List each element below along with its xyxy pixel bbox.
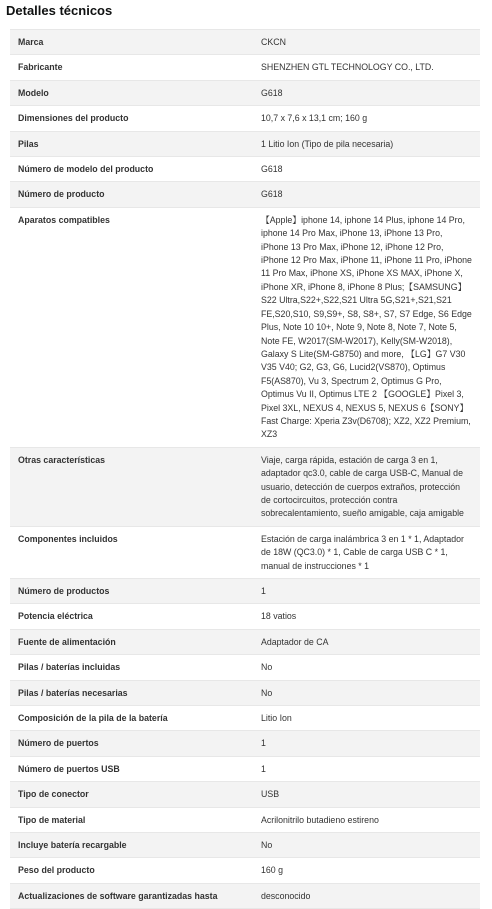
- spec-value: 18 vatios: [261, 611, 297, 622]
- spec-row: [10, 756, 480, 781]
- spec-label: Potencia eléctrica: [18, 611, 93, 622]
- spec-label: Pilas: [18, 138, 39, 149]
- spec-value: 1 Litio Ion (Tipo de pila necesaria): [261, 138, 394, 149]
- spec-label: Otras características: [18, 454, 106, 465]
- spec-label: Pilas / baterías incluidas: [18, 662, 121, 673]
- spec-row: [10, 655, 480, 680]
- spec-value: 1: [261, 586, 266, 596]
- spec-row: [10, 807, 480, 832]
- spec-label: Actualizaciones de software garantizadas hasta: [18, 890, 218, 901]
- spec-label: Fuente de alimentación: [18, 636, 116, 647]
- spec-value: 【Apple】iphone 14, iphone 14 Plus, iphone 14 Pro, iphone 14 Pro Max, iPhone 13, iPhone 13 Pro, iPhone 13 Pro Max, iPhone 12, iPhone 12 Pro, iPhone 12 Pro Max, iPhone 11, iPhone 11 Pro, iPhone 11 Pro Max, iPhone XS, iPhone XS MAX, iPhone X, iPhone XR, iPhone 8, iPhone 8 Plus;【SAMSUNG】S22 Ultra,S22+,S22,S21 Ultra 5G,S21+,S21,S21 FE,S20,S10, S9,S9+, S8, S8+, S7, S7 Edge, S6 Edge Plus, Note 10 10+, Note 9, Note 8, Note 7, Note 5, Note FE, W2017(SM-W2017), Kelly(SM-W2018), Galaxy S Lite(SM-G8750) and more, 【LG】G7 V30 V35 V40; G2, G3, G6, Lucid2(VS870), Optimus F5(AS870), Vu 3, Spectrum 2, Optimus G Pro, Optimus Vu II, Optimus LTE 2 【GOOGLE】Pixel 3, Pixel 3XL, NEXUS 4, NEXUS 5, NEXUS 6【SONY】Fast Charge: Xperia Z3v(D6708); XZ2, XZ2 Premium, XZ3: [261, 214, 472, 440]
- spec-row: [10, 629, 480, 654]
- spec-row: [10, 731, 480, 756]
- spec-row: [10, 30, 480, 55]
- spec-row: [10, 207, 480, 447]
- spec-row: [10, 157, 480, 182]
- spec-label: Tipo de material: [18, 814, 86, 825]
- spec-value: No: [261, 662, 273, 673]
- spec-label: Modelo: [18, 87, 49, 98]
- spec-label: Componentes incluidos: [18, 533, 118, 544]
- spec-value: Litio Ion: [261, 713, 292, 724]
- spec-row: [10, 883, 480, 908]
- spec-label: Número de puertos: [18, 738, 99, 749]
- spec-label: Número de puertos USB: [18, 763, 120, 774]
- spec-value: G618: [261, 87, 283, 98]
- spec-row: [10, 526, 480, 578]
- spec-value: USB: [261, 789, 280, 800]
- spec-value: G618: [261, 164, 283, 175]
- spec-row: [10, 833, 480, 858]
- spec-row: [10, 782, 480, 807]
- spec-row: [10, 680, 480, 705]
- spec-row: [10, 604, 480, 629]
- spec-label: Peso del producto: [18, 865, 95, 876]
- spec-row: [10, 80, 480, 105]
- spec-label: Incluye batería recargable: [18, 840, 127, 851]
- specs-table-body: [10, 30, 480, 909]
- spec-row: [10, 858, 480, 883]
- spec-row: [10, 706, 480, 731]
- section-title: Detalles técnicos: [6, 3, 113, 18]
- spec-row: [10, 579, 480, 604]
- spec-value: desconocido: [261, 890, 311, 901]
- spec-row: [10, 447, 480, 526]
- spec-label: Pilas / baterías necesarias: [18, 687, 128, 698]
- spec-value: Viaje, carga rápida, estación de carga 3 en 1, adaptador qc3.0, cable de carga USB-C, Manual de usuario, detección de cuerpos extraños, protección de cortocircuitos, protección contra sobrecalentamiento, sueño amigable, caja amigable: [261, 454, 464, 519]
- spec-value: Adaptador de CA: [261, 636, 329, 647]
- spec-label: Aparatos compatibles: [18, 214, 110, 225]
- spec-value: No: [261, 840, 273, 851]
- spec-value: 1: [261, 738, 266, 749]
- spec-value: Estación de carga inalámbrica 3 en 1 * 1, Adaptador de 18W (QC3.0) * 1, Cable de carga USB C * 1, manual de instrucciones * 1: [261, 533, 464, 571]
- spec-label: Número de productos: [18, 586, 110, 596]
- spec-value: 1: [261, 763, 266, 774]
- spec-value: 160 g: [261, 865, 284, 876]
- spec-label: Fabricante: [18, 62, 63, 73]
- spec-label: Número de modelo del producto: [18, 164, 154, 175]
- spec-value: G618: [261, 189, 283, 200]
- spec-label: Número de producto: [18, 189, 105, 200]
- spec-value: CKCN: [261, 37, 286, 47]
- spec-row: [10, 55, 480, 80]
- spec-value: 10,7 x 7,6 x 13,1 cm; 160 g: [261, 113, 368, 124]
- spec-value: No: [261, 687, 273, 698]
- spec-value: Acrilonitrilo butadieno estireno: [261, 814, 379, 825]
- spec-value: SHENZHEN GTL TECHNOLOGY CO., LTD.: [261, 62, 434, 73]
- spec-label: Tipo de conector: [18, 789, 89, 800]
- spec-row: [10, 131, 480, 156]
- spec-row: [10, 106, 480, 131]
- specs-table: [10, 29, 480, 909]
- spec-label: Marca: [18, 37, 44, 47]
- spec-label: Dimensiones del producto: [18, 113, 129, 124]
- spec-label: Composición de la pila de la batería: [18, 713, 168, 724]
- spec-row: [10, 182, 480, 207]
